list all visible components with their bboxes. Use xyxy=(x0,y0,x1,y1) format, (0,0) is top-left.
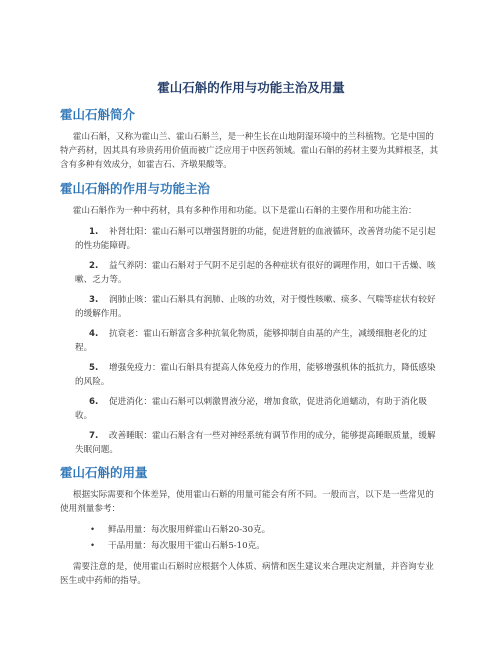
list-item xyxy=(75,361,442,389)
document-title: 霍山石斛的作用与功能主治及用量 xyxy=(157,80,345,95)
list-text: 促进消化：霍山石斛可以刺激胃液分泌，增加食欲，促进消化道蠕动，有助于消化吸收。 xyxy=(75,397,427,421)
section-intro xyxy=(60,105,442,172)
list-number: 4. xyxy=(89,329,99,339)
list-number: 1. xyxy=(89,227,99,237)
section-dosage xyxy=(60,463,442,588)
list-text: 益气养阴：霍山石斛对于气阴不足引起的各种症状有很好的调理作用，如口干舌燥、咳嗽、乏力等。 xyxy=(75,261,436,285)
list-item: • 干品用量：每次服用干霍山石斛5-10克。 xyxy=(90,539,442,553)
dosage-list xyxy=(60,523,442,553)
list-number: 5. xyxy=(89,363,99,373)
dosage-note-paragraph: 需要注意的是，使用霍山石斛时应根据个人体质、病情和医生建议来合理决定剂量，并咨询专业医生或中药师的指导。 xyxy=(60,562,434,586)
intro-paragraph: 霍山石斛，又称为霍山兰、霍山石斛兰，是一种生长在山地阴湿环境中的兰科植物。它是中国的特产药材，因其具有珍贵药用价值而被广泛应用于中医药领域。霍山石斛的药材主要为其鲜根茎，其含有多种有效成分，如霍吉石、齐墩果酸等。 xyxy=(60,132,439,170)
list-item xyxy=(75,395,442,423)
list-text: 增强免疫力：霍山石斛具有提高人体免疫力的作用，能够增强机体的抵抗力，降低感染的风险。 xyxy=(75,363,436,387)
section-heading-intro: 霍山石斛简介 xyxy=(60,107,136,122)
list-number: 6. xyxy=(89,397,99,407)
list-item xyxy=(75,225,442,253)
list-number: 2. xyxy=(89,261,99,271)
list-item xyxy=(75,293,442,321)
list-item: • 鲜品用量：每次服用鲜霍山石斛20-30克。 xyxy=(90,523,442,537)
list-item xyxy=(75,429,442,457)
effects-intro-paragraph: 霍山石斛作为一种中药材，具有多种作用和功能。以下是霍山石斛的主要作用和功能主治： xyxy=(72,206,417,216)
dosage-intro-paragraph: 根据实际需要和个体差异，使用霍山石斛的用量可能会有所不同。一般而言，以下是一些常见的使用剂量参考： xyxy=(60,490,434,514)
list-item xyxy=(75,327,442,355)
effects-list xyxy=(60,225,442,457)
list-text: 补肾壮阳：霍山石斛可以增强肾脏的功能，促进肾脏的血液循环，改善肾功能不足引起的性功能障碍。 xyxy=(75,227,436,251)
section-heading-dosage: 霍山石斛的用量 xyxy=(60,465,148,480)
list-text: 抗衰老：霍山石斛富含多种抗氧化物质，能够抑制自由基的产生，减缓细胞老化的过程。 xyxy=(75,329,427,353)
section-effects xyxy=(60,179,442,457)
list-text: 改善睡眠：霍山石斛含有一些对神经系统有调节作用的成分，能够提高睡眠质量，缓解失眠问题。 xyxy=(75,431,436,455)
section-heading-effects: 霍山石斛的作用与功能主治 xyxy=(60,181,211,196)
list-text: 润肺止咳：霍山石斛具有润肺、止咳的功效，对于慢性咳嗽、痰多、气喘等症状有较好的缓解作用。 xyxy=(75,295,436,319)
list-number: 3. xyxy=(89,295,99,305)
list-item xyxy=(75,259,442,287)
list-number: 7. xyxy=(89,431,99,441)
